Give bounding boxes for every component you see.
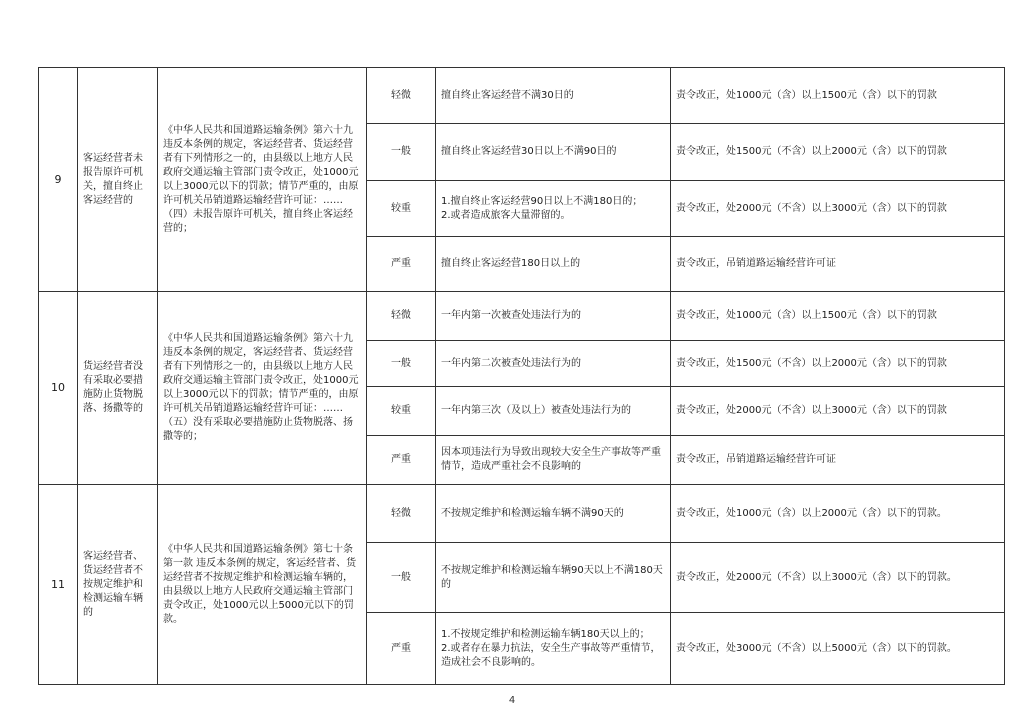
severity-level: 轻微: [367, 292, 436, 341]
severity-level: 严重: [367, 237, 436, 292]
table-row: [39, 292, 1005, 341]
violation-item: 客运经营者、货运经营者不按规定维护和检测运输车辆的: [78, 485, 158, 685]
severity-level: 较重: [367, 181, 436, 237]
table-row: [39, 68, 1005, 124]
circumstance: 一年内第一次被查处违法行为的: [436, 292, 671, 341]
severity-level: 严重: [367, 436, 436, 485]
severity-level: 较重: [367, 387, 436, 436]
legal-basis: 《中华人民共和国道路运输条例》第六十九违反本条例的规定，客运经营者、货运经营者有下列情形之一的，由县级以上地方人民政府交通运输主管部门责令改正，处1000元以上3000元以下的罚款；情节严重的，由原许可机关吊销道路运输经营许可证：……（五）没有采取必要措施防止货物脱落、扬撒等的；: [158, 292, 367, 485]
table-row: [39, 485, 1005, 543]
violation-item: 货运经营者没有采取必要措施防止货物脱落、扬撒等的: [78, 292, 158, 485]
circumstance: 不按规定维护和检测运输车辆90天以上不满180天的: [436, 543, 671, 613]
item-number: 9: [39, 68, 78, 292]
item-number: 11: [39, 485, 78, 685]
penalty: 责令改正，吊销道路运输经营许可证: [671, 237, 1005, 292]
penalty: 责令改正，处1000元（含）以上1500元（含）以下的罚款: [671, 292, 1005, 341]
circumstance: 1.不按规定维护和检测运输车辆180天以上的； 2.或者存在暴力抗法，安全生产事故等严重情节，造成社会不良影响的。: [436, 613, 671, 685]
item-number: 10: [39, 292, 78, 485]
circumstance: 擅自终止客运经营180日以上的: [436, 237, 671, 292]
circumstance: 一年内第二次被查处违法行为的: [436, 341, 671, 387]
severity-level: 轻微: [367, 485, 436, 543]
circumstance: 不按规定维护和检测运输车辆不满90天的: [436, 485, 671, 543]
violation-item: 客运经营者未报告原许可机关，擅自终止客运经营的: [78, 68, 158, 292]
table-body: [39, 68, 1005, 685]
penalty: 责令改正，处1000元（含）以上1500元（含）以下的罚款: [671, 68, 1005, 124]
legal-basis: 《中华人民共和国道路运输条例》第六十九违反本条例的规定，客运经营者、货运经营者有下列情形之一的，由县级以上地方人民政府交通运输主管部门责令改正，处1000元以上3000元以下的罚款；情节严重的，由原许可机关吊销道路运输经营许可证：……（四）未报告原许可机关，擅自终止客运经营的；: [158, 68, 367, 292]
severity-level: 一般: [367, 124, 436, 181]
penalty: 责令改正，处2000元（不含）以上3000元（含）以下的罚款。: [671, 543, 1005, 613]
circumstance: 一年内第三次（及以上）被查处违法行为的: [436, 387, 671, 436]
penalty-standards-table: [38, 67, 1005, 685]
circumstance: 因本项违法行为导致出现较大安全生产事故等严重情节，造成严重社会不良影响的: [436, 436, 671, 485]
penalty: 责令改正，处1500元（不含）以上2000元（含）以下的罚款: [671, 124, 1005, 181]
circumstance: 擅自终止客运经营30日以上不满90日的: [436, 124, 671, 181]
circumstance: 1.擅自终止客运经营90日以上不满180日的； 2.或者造成旅客大量滞留的。: [436, 181, 671, 237]
penalty: 责令改正，处3000元（不含）以上5000元（含）以下的罚款。: [671, 613, 1005, 685]
page-number: 4: [508, 695, 516, 706]
severity-level: 一般: [367, 543, 436, 613]
severity-level: 轻微: [367, 68, 436, 124]
severity-level: 严重: [367, 613, 436, 685]
circumstance: 擅自终止客运经营不满30日的: [436, 68, 671, 124]
severity-level: 一般: [367, 341, 436, 387]
penalty: 责令改正，处1000元（含）以上2000元（含）以下的罚款。: [671, 485, 1005, 543]
legal-basis: 《中华人民共和国道路运输条例》第七十条第一款 违反本条例的规定，客运经营者、货运经营者不按规定维护和检测运输车辆的，由县级以上地方人民政府交通运输主管部门责令改正，处1000元以上5000元以下的罚款。: [158, 485, 367, 685]
penalty: 责令改正，处2000元（不含）以上3000元（含）以下的罚款: [671, 387, 1005, 436]
penalty: 责令改正，吊销道路运输经营许可证: [671, 436, 1005, 485]
penalty: 责令改正，处1500元（不含）以上2000元（含）以下的罚款: [671, 341, 1005, 387]
penalty: 责令改正，处2000元（不含）以上3000元（含）以下的罚款: [671, 181, 1005, 237]
